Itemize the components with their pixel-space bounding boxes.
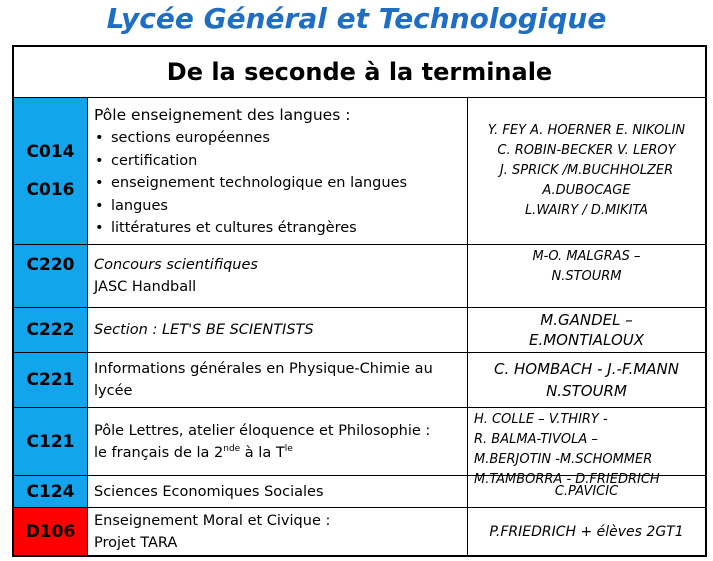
table-row bbox=[14, 308, 705, 353]
schedule-table bbox=[12, 45, 707, 557]
table-row bbox=[14, 508, 705, 555]
teacher-line: M.GANDEL – bbox=[540, 311, 633, 329]
room-code-cell bbox=[14, 408, 88, 475]
description-cell bbox=[94, 508, 466, 555]
row-heading: Pôle enseignement des langues : bbox=[94, 106, 351, 124]
table-row bbox=[14, 98, 705, 245]
teacher-line: N.STOURM bbox=[551, 269, 622, 284]
bullet-list bbox=[94, 127, 466, 240]
room-code-cell bbox=[14, 476, 88, 507]
list-item: • langues bbox=[94, 195, 466, 218]
room-code-cell bbox=[14, 98, 88, 244]
page-title: Lycée Général et Technologique bbox=[106, 2, 607, 35]
description-line: Pôle Lettres, atelier éloquence et Philosophie : bbox=[94, 422, 431, 439]
description-cell bbox=[94, 245, 466, 307]
table-row bbox=[14, 353, 705, 408]
teacher-line: E.MONTIALOUX bbox=[528, 331, 645, 349]
list-item: • enseignement technologique en langues bbox=[94, 172, 466, 195]
table-row bbox=[14, 476, 705, 508]
description-cell bbox=[94, 308, 466, 352]
list-item: • certification bbox=[94, 150, 466, 173]
teacher-line: N.STOURM bbox=[546, 382, 627, 400]
superscript: nde bbox=[223, 443, 241, 454]
room-code: C016 bbox=[26, 180, 75, 200]
teacher-line: A.DUBOCAGE bbox=[542, 183, 631, 198]
room-code-cell bbox=[14, 245, 88, 307]
table-row bbox=[14, 408, 705, 487]
room-code: C014 bbox=[26, 142, 75, 162]
description-line: JASC Handball bbox=[94, 279, 197, 295]
teachers-cell bbox=[467, 508, 705, 555]
teachers-cell bbox=[467, 245, 705, 307]
description-line: Sciences Economiques Sociales bbox=[94, 483, 324, 500]
list-item: • sections européennes bbox=[94, 127, 466, 150]
teacher-line: M.TAMBORRA - D.FRIEDRICH bbox=[474, 472, 660, 487]
description-line bbox=[94, 442, 466, 464]
description-cell bbox=[94, 408, 466, 475]
teachers-cell bbox=[467, 353, 705, 407]
description-line: Enseignement Moral et Civique : bbox=[94, 512, 331, 529]
teacher-line: M.BERJOTIN -M.SCHOMMER bbox=[474, 452, 653, 467]
room-code: C220 bbox=[26, 255, 75, 275]
teachers-cell bbox=[467, 308, 705, 352]
description-line: lycée bbox=[94, 383, 133, 399]
text-part: à la T bbox=[240, 444, 285, 461]
teachers-cell bbox=[467, 98, 705, 244]
teacher-line: C.PAVICIC bbox=[554, 483, 619, 499]
teachers-cell bbox=[467, 476, 705, 507]
room-code-cell bbox=[14, 508, 88, 555]
teacher-line: J. SPRICK /M.BUCHHOLZER bbox=[499, 163, 674, 178]
room-code: C121 bbox=[26, 431, 75, 452]
teacher-line: Y. FEY A. HOERNER E. NIKOLIN bbox=[487, 123, 686, 138]
teacher-line: M-O. MALGRAS – bbox=[532, 249, 641, 264]
table-row bbox=[14, 245, 705, 308]
room-code: D106 bbox=[25, 521, 76, 542]
teachers-cell bbox=[467, 408, 705, 487]
teacher-line: P.FRIEDRICH + élèves 2GT1 bbox=[489, 523, 684, 540]
room-code-cell bbox=[14, 353, 88, 407]
description-cell bbox=[94, 476, 466, 507]
table-header: De la seconde à la terminale bbox=[14, 47, 705, 98]
teacher-line: C. ROBIN-BECKER V. LEROY bbox=[497, 143, 676, 158]
teacher-line: L.WAIRY / D.MIKITA bbox=[524, 203, 649, 218]
description-line: Informations générales en Physique-Chimie au bbox=[94, 361, 433, 377]
teacher-line: R. BALMA-TIVOLA – bbox=[474, 432, 598, 447]
text-part: le français de la 2 bbox=[94, 444, 224, 461]
room-code: C124 bbox=[26, 481, 75, 502]
description-cell bbox=[94, 98, 466, 244]
superscript: le bbox=[284, 443, 293, 454]
room-code: C222 bbox=[26, 320, 75, 340]
description-line: Projet TARA bbox=[94, 534, 178, 551]
room-code: C221 bbox=[26, 370, 75, 390]
teacher-line: H. COLLE – V.THIRY - bbox=[474, 412, 608, 427]
description-line: Concours scientifiques bbox=[94, 257, 258, 273]
description-line: Section : LET'S BE SCIENTISTS bbox=[94, 322, 314, 338]
list-item: • littératures et cultures étrangères bbox=[94, 217, 466, 240]
room-code-cell bbox=[14, 308, 88, 352]
teacher-line: C. HOMBACH - J.-F.MANN bbox=[493, 360, 679, 378]
description-cell bbox=[94, 353, 466, 407]
